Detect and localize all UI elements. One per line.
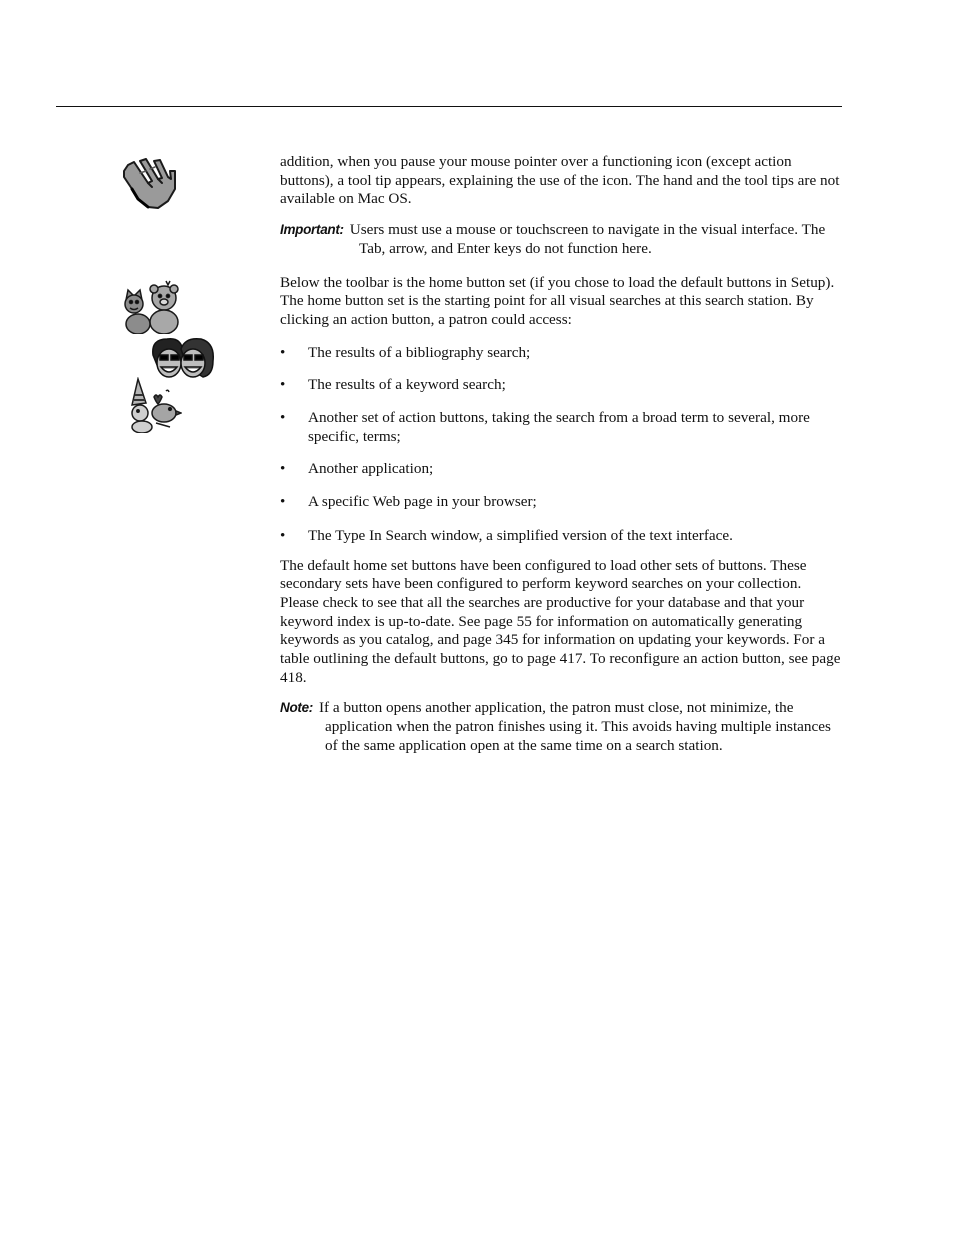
list-item: • A specific Web page in your browser;	[280, 493, 537, 511]
note-label: Note:	[280, 700, 313, 716]
bullet-icon: •	[280, 526, 286, 544]
list-item: • The results of a keyword search;	[280, 376, 506, 394]
important-callout	[280, 221, 842, 258]
list-item: • Another application;	[280, 460, 434, 478]
note-callout	[280, 699, 842, 755]
bullet-icon: •	[280, 376, 286, 394]
list-item: • Another set of action buttons, taking the search from a broad term to several, more specific, terms;	[280, 409, 810, 445]
important-text: Users must use a mouse or touchscreen to navigate in the visual interface. The Tab, arrow, and Enter keys do not function here.	[349, 221, 826, 257]
list-item: • The results of a bibliography search;	[280, 343, 531, 361]
main-text	[280, 153, 842, 756]
home-button-paragraph: Below the toolbar is the home button set (if you chose to load the default buttons in Setup). The home button set is the starting point for all visual searches at this search station. By clicking an action button, a patron could access:	[280, 273, 835, 328]
cat-and-bear-icon	[122, 280, 182, 334]
hand-pointer-icon	[118, 155, 178, 213]
bullet-icon: •	[280, 493, 286, 511]
intro-paragraph: addition, when you pause your mouse pointer over a functioning icon (except action buttons), a tool tip appears, explaining the use of the icon. The hand and the tool tips are not available on Mac OS.	[280, 153, 840, 208]
access-list	[280, 344, 842, 546]
party-animals-icon	[126, 377, 182, 433]
bullet-icon: •	[280, 460, 286, 478]
bullet-icon: •	[280, 409, 286, 427]
important-label: Important:	[280, 222, 344, 238]
header-rule	[56, 106, 842, 107]
bullet-icon: •	[280, 343, 286, 361]
note-text: If a button opens another application, the patron must close, not minimize, the application when the patron finishes using it. This avoids having multiple instances of the same application open at the same time on a search station.	[319, 699, 831, 754]
default-sets-paragraph: The default home set buttons have been configured to load other sets of buttons. These secondary sets have been configured to perform keyword searches on your collection. Please check to see that all the searches are productive for your database and that your keyword index is up-to-date. See page 55 for information on automatically generating keywords as you catalog, and page 345 for information on updating your keywords. For a table outlining the default buttons, go to page 417. To reconfigure an action button, see page 418.	[280, 556, 841, 686]
list-item: • The Type In Search window, a simplified version of the text interface.	[280, 526, 733, 544]
